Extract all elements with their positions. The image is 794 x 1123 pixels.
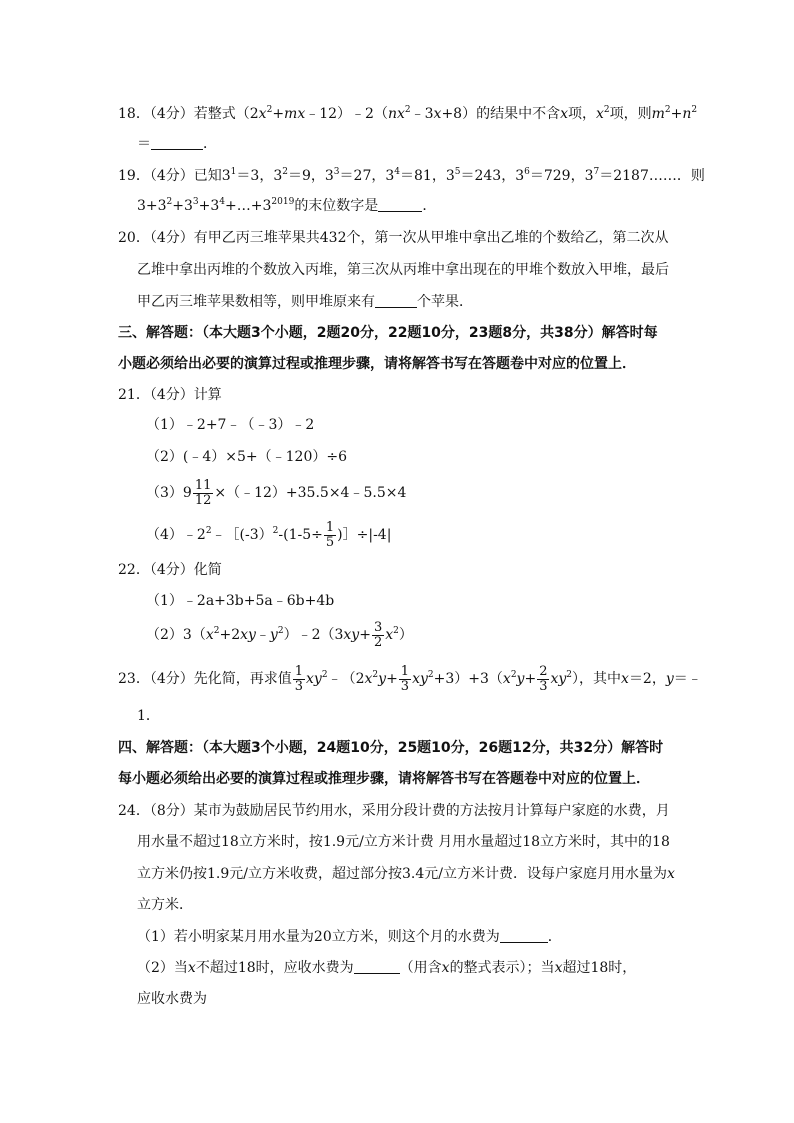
- question-19-line-1: 19．（4分）已知$3^1=3$，$3^2=9$，$3^3=27$，$3^4=81$，$3^5=243$，$3^6=729$，$3^7=2187\dots\dots$．则: [118, 167, 705, 184]
- question-score: （4分）: [149, 106, 194, 122]
- question-24-part-2-cont: 应收水费为: [137, 991, 207, 1007]
- fraction: $\frac{1}{5}$: [325, 519, 335, 550]
- question-24-part-2: （2）当x不超过18时，应收水费为 （用含x的整式表示）；当x超过18时，: [137, 960, 637, 976]
- answer-blank: [500, 928, 548, 943]
- question-24-line-4: 立方米．: [137, 897, 193, 913]
- fraction: $\frac{1}{3}$: [294, 663, 304, 694]
- question-21-header: 21．（4分）计算: [118, 387, 222, 403]
- question-21-part-3: （3）9 $\frac{11}{12}$ ×（﹣12）+35.5×4﹣5.5×4: [146, 477, 407, 508]
- section-4-heading-line-1: 四、解答题：（本大题3个小题，24题10分，25题10分，26题12分，共32分）解答时: [118, 740, 664, 756]
- question-21-part-1: （1）﹣2+7﹣（﹣3）﹣2: [146, 417, 315, 433]
- question-18-line-2: ＝ ．: [137, 136, 217, 152]
- question-21-part-2: （2）(﹣4）×5+（﹣120）÷6: [146, 449, 348, 465]
- question-24-part-1: （1）若小明家某月用水量为20立方米，则这个月的水费为 ．: [137, 929, 562, 945]
- question-23-line-2: 1．: [137, 708, 160, 724]
- question-number: 24．: [118, 803, 150, 819]
- question-score: （4分）: [149, 562, 194, 578]
- question-20-line-3: 甲乙丙三堆苹果数相等，则甲堆原来有 个苹果．: [137, 294, 473, 310]
- section-3-heading-line-1: 三、解答题：（本大题3个小题，2题20分，22题10分，23题8分，共38分）解答时每: [118, 325, 658, 341]
- question-number: 19．: [118, 168, 150, 184]
- question-number: 18．: [118, 106, 150, 122]
- fraction: $\frac{2}{3}$: [539, 663, 548, 694]
- answer-blank: [151, 135, 203, 150]
- fraction: $\frac{11}{12}$: [194, 477, 212, 508]
- question-23-line-1: 23．（4分）先化简，再求值 $\frac{1}{3}$ $xy^2﹣(2x^2y+$ $\frac{1}{3}$ $xy^2+3)+3(x^2y+$ $\frac{2}{3}$ $xy^2$），其中x＝2，y＝﹣: [118, 663, 702, 694]
- question-number: 23．: [118, 671, 150, 687]
- question-18-line-1: 18．（4分）若整式$(2x^2+mx﹣12)﹣2(nx^2﹣3x+8)$的结果中不含x项，$x^2$项，则$m^2+n^2$: [118, 105, 698, 122]
- fraction: $\frac{1}{3}$: [400, 663, 410, 694]
- question-score: （4分）: [149, 168, 194, 184]
- question-number: 22．: [118, 562, 150, 578]
- answer-blank: [378, 197, 422, 212]
- question-22-part-2: $(2)3(x^2+2xy﹣y^2)﹣2(3xy+$ $\frac{3}{2}$ $x^2$）: [146, 619, 413, 650]
- question-19-line-2: $3+3^2+3^3+3^4+\dots+3^{2019}$的末位数字是 ．: [137, 197, 437, 214]
- question-score: （8分）: [149, 803, 194, 819]
- question-20-line-2: 乙堆中拿出丙堆的个数放入丙堆，第三次从丙堆中拿出现在的甲堆个数放入甲堆，最后: [137, 262, 669, 278]
- fraction: $\frac{3}{2}$: [373, 619, 383, 650]
- question-score: （4分）: [149, 230, 194, 246]
- section-4-heading-line-2: 每小题必须给出必要的演算过程或推理步骤，请将解答书写在答题卷中对应的位置上．: [118, 771, 650, 787]
- question-number: 21．: [118, 387, 150, 403]
- question-score: （4分）: [149, 671, 194, 687]
- question-22-header: 22．（4分）化简: [118, 562, 222, 578]
- question-24-line-2: 用水量不超过18立方米时，按1.9元/立方米计费 月用水量超过18立方米时，其中的18: [137, 834, 670, 850]
- question-score: （4分）: [149, 387, 194, 403]
- answer-blank: [354, 959, 400, 974]
- question-22-part-1: （1）﹣2a+3b+5a﹣6b+4b: [146, 593, 335, 609]
- question-20-line-1: 20．（4分）有甲乙丙三堆苹果共432个，第一次从甲堆中拿出乙堆的个数给乙，第二次从: [118, 230, 669, 246]
- question-21-part-4: $(4)﹣2^2﹣[(-3)^2-(1-5\div$ $\frac{1}{5}$ )］÷|-4|: [146, 519, 392, 550]
- question-24-line-3: 立方米仍按1.9元/立方米收费，超过部分按3.4元/立方米计费．设每户家庭月用水量为x: [137, 866, 675, 882]
- question-24-line-1: 24．（8分）某市为鼓励居民节约用水，采用分段计费的方法按月计算每户家庭的水费，月: [118, 803, 670, 819]
- answer-blank: [375, 293, 417, 308]
- section-3-heading-line-2: 小题必须给出必要的演算过程或推理步骤，请将解答书写在答题卷中对应的位置上．: [118, 356, 636, 372]
- question-number: 20．: [118, 230, 150, 246]
